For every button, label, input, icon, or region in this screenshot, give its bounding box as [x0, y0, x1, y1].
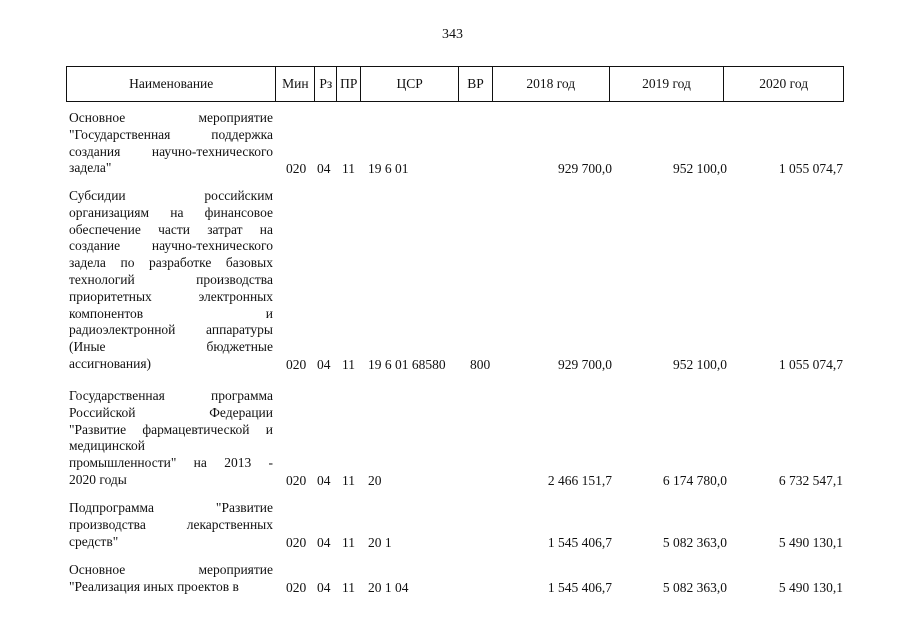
cell-csr: 19 6 01: [368, 161, 409, 177]
table-header: [66, 66, 844, 102]
row-name-line: производства лекарственных: [69, 516, 273, 532]
cell-y2018: 2 466 151,7: [547, 473, 612, 488]
row-name-line: обеспечение части затрат на: [69, 221, 273, 237]
cell-y2019: 5 082 363,0: [662, 579, 727, 595]
cell-rz: 04: [317, 473, 331, 488]
row-name: [69, 188, 273, 373]
cell-min: 020: [286, 579, 307, 595]
row-name: [69, 500, 273, 550]
cell-csr: 20 1 04: [368, 579, 409, 595]
row-name-line: Подпрограмма "Развитие: [69, 500, 273, 515]
row-name-line: радиоэлектронной аппаратуры: [69, 322, 273, 338]
cell-y2018: 929 700,0: [558, 357, 612, 372]
row-name: [69, 110, 273, 177]
cell-rz: 04: [317, 579, 331, 595]
cell-min: 020: [286, 161, 307, 177]
cell-pr: 11: [342, 579, 355, 595]
header-min: Мин: [276, 67, 315, 101]
cell-min: 020: [286, 357, 307, 372]
cell-y2020: 1 055 074,7: [778, 161, 843, 177]
row-name-line: ассигнования): [69, 355, 152, 371]
header-vr: ВР: [459, 67, 493, 101]
cell-y2018: 1 545 406,7: [547, 579, 612, 595]
header-2018: 2018 год: [493, 67, 610, 101]
row-name-line: "Реализация иных проектов в: [69, 578, 239, 594]
row-name-line: "Развитие фармацевтической и: [69, 421, 273, 437]
cell-csr: 20: [368, 473, 382, 488]
cell-min: 020: [286, 534, 307, 550]
row-name-line: медицинской: [69, 438, 145, 454]
cell-y2018: 929 700,0: [558, 161, 612, 177]
cell-y2020: 5 490 130,1: [778, 579, 843, 595]
row-name-line: Субсидии российским: [69, 188, 273, 203]
cell-y2019: 952 100,0: [673, 357, 727, 372]
row-name-line: "Государственная поддержка: [69, 126, 273, 142]
header-rz: Рз: [315, 67, 337, 101]
header-pr: ПР: [337, 67, 361, 101]
row-name-line: Основное мероприятие: [69, 110, 273, 125]
cell-csr: 20 1: [368, 534, 392, 550]
cell-y2019: 952 100,0: [673, 161, 727, 177]
cell-y2020: 1 055 074,7: [778, 357, 843, 372]
row-name-line: задела по разработке базовых: [69, 255, 273, 271]
row-name-line: задела": [69, 160, 112, 176]
header-name: Наименование: [67, 67, 276, 101]
cell-csr: 19 6 01 68580: [368, 357, 446, 372]
cell-pr: 11: [342, 473, 355, 488]
row-name: [69, 562, 273, 596]
row-name-line: Российской Федерации: [69, 404, 273, 420]
row-name-line: (Иные бюджетные: [69, 339, 273, 355]
row-name-line: промышленности" на 2013 -: [69, 455, 273, 471]
page-number: 343: [442, 27, 463, 42]
row-name-line: Государственная программа: [69, 388, 273, 403]
cell-rz: 04: [317, 357, 331, 372]
cell-y2020: 6 732 547,1: [778, 473, 843, 488]
row-name-line: приоритетных электронных: [69, 288, 273, 304]
row-name-line: компонентов и: [69, 305, 273, 321]
row-name-line: технологий производства: [69, 271, 273, 287]
header-2020: 2020 год: [759, 76, 809, 91]
cell-y2019: 5 082 363,0: [662, 534, 727, 550]
cell-vr: 800: [470, 357, 491, 372]
row-name: [69, 388, 273, 489]
row-name-line: создания научно-технического: [69, 143, 273, 159]
row-name-line: Основное мероприятие: [69, 562, 273, 577]
cell-rz: 04: [317, 161, 331, 177]
header-csr: ЦСР: [361, 67, 459, 101]
cell-y2019: 6 174 780,0: [662, 473, 727, 488]
cell-y2020: 5 490 130,1: [778, 534, 843, 550]
row-name-line: средств": [69, 533, 119, 549]
row-name-line: создание научно-технического: [69, 238, 273, 254]
cell-pr: 11: [342, 161, 355, 177]
header-2019: 2019 год: [610, 67, 725, 101]
cell-min: 020: [286, 473, 307, 488]
cell-rz: 04: [317, 534, 331, 550]
cell-pr: 11: [342, 534, 355, 550]
row-name-line: 2020 годы: [69, 471, 127, 487]
row-name-line: организациям на финансовое: [69, 204, 273, 220]
cell-pr: 11: [342, 357, 355, 372]
cell-y2018: 1 545 406,7: [547, 534, 612, 550]
